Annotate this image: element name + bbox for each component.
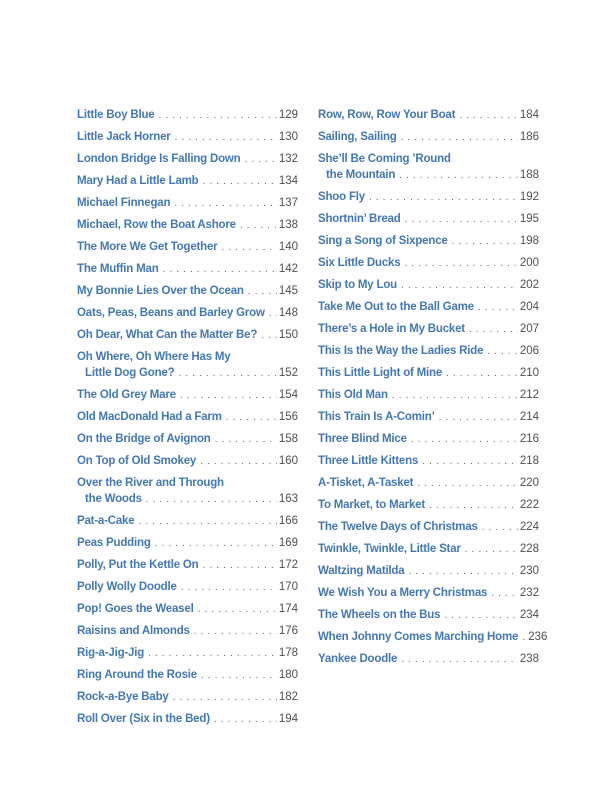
toc-entry-line <box>318 475 539 491</box>
dot-leader <box>452 233 518 249</box>
dot-leader <box>180 387 277 403</box>
page-number: 145 <box>278 285 298 297</box>
dot-leader <box>163 261 277 277</box>
toc-entry-line <box>77 151 298 167</box>
page-number: 180 <box>278 669 298 681</box>
toc-entry <box>318 585 539 601</box>
page-number: 207 <box>519 323 539 335</box>
toc-entry-line <box>77 623 298 639</box>
toc-entry <box>318 189 539 205</box>
toc-entry <box>77 475 298 507</box>
page-number: 228 <box>519 543 539 555</box>
toc-entry <box>77 283 298 299</box>
page-number: 178 <box>278 647 298 659</box>
page-number: 176 <box>278 625 298 637</box>
page-number: 138 <box>278 219 298 231</box>
toc-entry <box>318 107 539 123</box>
song-title: Waltzing Matilda <box>318 565 405 577</box>
toc-entry-line <box>77 645 298 661</box>
dot-leader <box>522 629 526 645</box>
song-title: Three Blind Mice <box>318 433 407 445</box>
dot-leader <box>159 107 277 123</box>
dot-leader <box>405 211 518 227</box>
dot-leader <box>408 563 517 579</box>
toc-entry-line <box>77 217 298 233</box>
song-title: Ring Around the Rosie <box>77 669 197 681</box>
dot-leader <box>174 195 277 211</box>
page-number: 182 <box>278 691 298 703</box>
dot-leader <box>203 557 277 573</box>
song-title: There’s a Hole in My Bucket <box>318 323 465 335</box>
page-number: 214 <box>519 411 539 423</box>
song-title: Sailing, Sailing <box>318 131 397 143</box>
toc-entry-line <box>77 431 298 447</box>
toc-entry-line <box>318 541 539 557</box>
toc-entry-line <box>77 689 298 705</box>
song-title: This Little Light of Mine <box>318 367 443 379</box>
dot-leader <box>269 305 277 321</box>
toc-entry-line <box>318 519 539 535</box>
toc-entry <box>318 453 539 469</box>
toc-entry-line <box>77 535 298 551</box>
page-number: 218 <box>519 455 539 467</box>
song-title: Little Jack Horner <box>77 131 171 143</box>
toc-entry-line <box>318 343 539 359</box>
page-number: 154 <box>278 389 298 401</box>
toc-entry <box>77 579 298 595</box>
page-number: 195 <box>519 213 539 225</box>
page-number: 148 <box>278 307 298 319</box>
page-number: 188 <box>519 169 539 181</box>
song-title: Polly, Put the Kettle On <box>77 559 199 571</box>
dot-leader <box>429 497 518 513</box>
song-title: Little Boy Blue <box>77 109 155 121</box>
page-number: 232 <box>519 587 539 599</box>
toc-entry <box>318 475 539 491</box>
toc-entry <box>318 299 539 315</box>
toc-entry <box>77 261 298 277</box>
toc-entry <box>318 211 539 227</box>
song-title: We Wish You a Merry Christmas <box>318 587 488 599</box>
dot-leader <box>261 327 277 343</box>
song-title: Oh Where, Oh Where Has My <box>77 351 231 363</box>
page-number: 160 <box>278 455 298 467</box>
toc-entry-line <box>77 475 298 491</box>
song-title: Little Dog Gone? <box>85 367 175 379</box>
toc-entry <box>318 651 539 667</box>
page-number: 204 <box>519 301 539 313</box>
toc-entry <box>318 409 539 425</box>
song-title: Take Me Out to the Ball Game <box>318 301 474 313</box>
dot-leader <box>155 535 277 551</box>
song-title: Peas Pudding <box>77 537 151 549</box>
toc-entry <box>77 557 298 573</box>
toc-column-right <box>318 107 548 733</box>
song-title: This Old Man <box>318 389 388 401</box>
song-title: Old MacDonald Had a Farm <box>77 411 222 423</box>
toc-entry-line <box>77 129 298 145</box>
toc-entry <box>77 129 298 145</box>
toc-entry <box>318 233 539 249</box>
page-number: 172 <box>278 559 298 571</box>
page-number: 220 <box>519 477 539 489</box>
page-number: 184 <box>519 109 539 121</box>
page-number: 192 <box>519 191 539 203</box>
page-number: 194 <box>278 713 298 725</box>
song-title: This Is the Way the Ladies Ride <box>318 345 484 357</box>
song-title: My Bonnie Lies Over the Ocean <box>77 285 244 297</box>
song-title: Three Little Kittens <box>318 455 419 467</box>
toc-entry <box>77 195 298 211</box>
song-title: Pop! Goes the Weasel <box>77 603 194 615</box>
dot-leader <box>482 519 518 535</box>
toc-entry <box>77 239 298 255</box>
page-number: 134 <box>278 175 298 187</box>
song-title: Oh Dear, What Can the Matter Be? <box>77 329 258 341</box>
song-title: Rock-a-Bye Baby <box>77 691 169 703</box>
toc-entry-line <box>77 557 298 573</box>
toc-entry <box>318 541 539 557</box>
toc-entry <box>77 409 298 425</box>
song-title: Yankee Doodle <box>318 653 398 665</box>
dot-leader <box>178 365 276 381</box>
song-title: The Old Grey Mare <box>77 389 176 401</box>
dot-leader <box>417 475 518 491</box>
song-title: Roll Over (Six in the Bed) <box>77 713 210 725</box>
toc-entry <box>318 563 539 579</box>
toc-entry <box>77 645 298 661</box>
toc-entry-line <box>77 305 298 321</box>
song-title: This Train Is A-Comin’ <box>318 411 435 423</box>
song-title: Shortnin’ Bread <box>318 213 401 225</box>
page-number: 140 <box>278 241 298 253</box>
page-number: 198 <box>519 235 539 247</box>
toc-entry-line <box>77 239 298 255</box>
toc-entry-line <box>318 211 539 227</box>
toc-entry-line <box>318 365 539 381</box>
song-title: Twinkle, Twinkle, Little Star <box>318 543 461 555</box>
toc-entry <box>318 607 539 623</box>
dot-leader <box>369 189 518 205</box>
page-number: 222 <box>519 499 539 511</box>
toc-entry <box>77 711 298 727</box>
dot-leader <box>214 711 277 727</box>
dot-leader <box>240 217 277 233</box>
toc-entry-line <box>318 585 539 601</box>
dot-leader <box>491 585 518 601</box>
toc-entry-line <box>318 321 539 337</box>
toc-entry <box>77 667 298 683</box>
song-title: Polly Wolly Doodle <box>77 581 177 593</box>
dot-leader <box>399 167 518 183</box>
toc-entry-line <box>318 151 539 167</box>
toc-entry-line <box>318 431 539 447</box>
toc-entry-line <box>77 601 298 617</box>
toc-entry-line <box>318 277 539 293</box>
page-number: 169 <box>278 537 298 549</box>
toc-entry <box>77 431 298 447</box>
toc-entry <box>318 629 548 645</box>
dot-leader <box>245 151 277 167</box>
toc-entry <box>318 387 539 403</box>
dot-leader <box>226 409 277 425</box>
toc-entry <box>318 365 539 381</box>
toc-entry-line <box>318 497 539 513</box>
toc-entry-line <box>77 491 298 507</box>
dot-leader <box>411 431 518 447</box>
toc-entry <box>318 343 539 359</box>
song-title: Over the River and Through <box>77 477 224 489</box>
page-number: 170 <box>278 581 298 593</box>
toc-entry-line <box>318 629 548 645</box>
toc-entry <box>318 277 539 293</box>
toc-entry-line <box>77 365 298 381</box>
dot-leader <box>194 623 277 639</box>
dot-leader <box>404 255 517 271</box>
toc-entry-line <box>318 409 539 425</box>
dot-leader <box>444 607 518 623</box>
song-title: the Mountain <box>326 169 396 181</box>
song-title: Sing a Song of Sixpence <box>318 235 448 247</box>
song-title: On Top of Old Smokey <box>77 455 197 467</box>
toc-entry-line <box>77 283 298 299</box>
dot-leader <box>198 601 277 617</box>
song-title: Skip to My Lou <box>318 279 397 291</box>
page-number: 137 <box>278 197 298 209</box>
toc-entry-line <box>318 453 539 469</box>
page-number: 132 <box>278 153 298 165</box>
dot-leader <box>422 453 518 469</box>
toc-entry-line <box>318 233 539 249</box>
song-title: The Twelve Days of Christmas <box>318 521 478 533</box>
toc-entry <box>77 151 298 167</box>
toc-entry-line <box>77 387 298 403</box>
toc-entry-line <box>77 327 298 343</box>
toc-entry <box>77 173 298 189</box>
toc-entry <box>77 689 298 705</box>
song-title: Row, Row, Row Your Boat <box>318 109 456 121</box>
song-title: She’ll Be Coming ’Round <box>318 153 451 165</box>
dot-leader <box>203 173 277 189</box>
dot-leader <box>173 689 277 705</box>
dot-leader <box>465 541 518 557</box>
toc-entry-line <box>318 607 539 623</box>
toc-entry <box>318 321 539 337</box>
toc-entry-line <box>77 513 298 529</box>
toc-entry-line <box>318 129 539 145</box>
song-title: The Wheels on the Bus <box>318 609 441 621</box>
toc-entry-line <box>318 255 539 271</box>
dot-leader <box>200 453 277 469</box>
page-number: 130 <box>278 131 298 143</box>
dot-leader <box>181 579 277 595</box>
page-number: 216 <box>519 433 539 445</box>
toc-entry <box>77 623 298 639</box>
dot-leader <box>148 645 277 661</box>
toc-entry-line <box>77 195 298 211</box>
page-number: 230 <box>519 565 539 577</box>
page-number: 234 <box>519 609 539 621</box>
toc-entry-line <box>77 453 298 469</box>
dot-leader <box>221 239 276 255</box>
toc-entry <box>318 519 539 535</box>
toc-entry-line <box>77 107 298 123</box>
dot-leader <box>392 387 518 403</box>
page-number: 202 <box>519 279 539 291</box>
toc-entry <box>77 349 298 381</box>
page-number: 186 <box>519 131 539 143</box>
song-title: The More We Get Together <box>77 241 218 253</box>
page-number: 212 <box>519 389 539 401</box>
page-number: 236 <box>528 631 548 643</box>
toc-entry <box>77 327 298 343</box>
page-number: 156 <box>278 411 298 423</box>
dot-leader <box>487 343 518 359</box>
toc-entry-line <box>318 651 539 667</box>
toc-entry-line <box>77 349 298 365</box>
song-title: Pat-a-Cake <box>77 515 135 527</box>
song-title: Rig-a-Jig-Jig <box>77 647 145 659</box>
toc-entry <box>77 305 298 321</box>
page-number: 163 <box>278 493 298 505</box>
toc-entry-line <box>77 579 298 595</box>
toc-entry <box>77 107 298 123</box>
song-title: Mary Had a Little Lamb <box>77 175 199 187</box>
toc-entry <box>318 431 539 447</box>
dot-leader <box>401 129 518 145</box>
toc-entry-line <box>77 173 298 189</box>
toc-entry-line <box>77 667 298 683</box>
song-title: Michael, Row the Boat Ashore <box>77 219 236 231</box>
song-title: A-Tisket, A-Tasket <box>318 477 414 489</box>
toc-columns <box>77 107 548 733</box>
dot-leader <box>469 321 518 337</box>
toc-entry <box>318 151 539 183</box>
dot-leader <box>478 299 518 315</box>
song-title: On the Bridge of Avignon <box>77 433 211 445</box>
toc-entry <box>77 601 298 617</box>
song-title: To Market, to Market <box>318 499 425 511</box>
toc-entry-line <box>77 711 298 727</box>
song-title: Michael Finnegan <box>77 197 171 209</box>
toc-entry-line <box>318 167 539 183</box>
toc-entry <box>318 497 539 513</box>
page-number: 200 <box>519 257 539 269</box>
page-number: 238 <box>519 653 539 665</box>
page-number: 129 <box>278 109 298 121</box>
toc-entry <box>77 453 298 469</box>
toc-entry-line <box>318 189 539 205</box>
toc-entry <box>77 513 298 529</box>
page-number: 152 <box>278 367 298 379</box>
dot-leader <box>439 409 518 425</box>
page-number: 142 <box>278 263 298 275</box>
song-title: Oats, Peas, Beans and Barley Grow <box>77 307 265 319</box>
song-title: Raisins and Almonds <box>77 625 190 637</box>
dot-leader <box>459 107 518 123</box>
page-number: 224 <box>519 521 539 533</box>
toc-entry-line <box>318 107 539 123</box>
song-title: the Woods <box>85 493 142 505</box>
song-title: Shoo Fly <box>318 191 365 203</box>
dot-leader <box>401 277 518 293</box>
toc-entry <box>77 387 298 403</box>
toc-column-left <box>77 107 298 733</box>
page-number: 206 <box>519 345 539 357</box>
dot-leader <box>201 667 277 683</box>
toc-entry <box>318 255 539 271</box>
song-title: The Muffin Man <box>77 263 159 275</box>
dot-leader <box>401 651 518 667</box>
page-number: 174 <box>278 603 298 615</box>
dot-leader <box>146 491 277 507</box>
page-number: 210 <box>519 367 539 379</box>
dot-leader <box>215 431 277 447</box>
toc-entry <box>77 535 298 551</box>
toc-entry-line <box>318 387 539 403</box>
toc-entry <box>318 129 539 145</box>
page-number: 150 <box>278 329 298 341</box>
dot-leader <box>138 513 276 529</box>
song-title: London Bridge Is Falling Down <box>77 153 241 165</box>
toc-entry-line <box>77 409 298 425</box>
dot-leader <box>248 283 277 299</box>
page-number: 158 <box>278 433 298 445</box>
page-number: 166 <box>278 515 298 527</box>
toc-entry-line <box>318 563 539 579</box>
dot-leader <box>175 129 277 145</box>
toc-entry <box>77 217 298 233</box>
toc-entry-line <box>318 299 539 315</box>
song-title: When Johnny Comes Marching Home <box>318 631 519 643</box>
song-title: Six Little Ducks <box>318 257 401 269</box>
toc-entry-line <box>77 261 298 277</box>
dot-leader <box>446 365 518 381</box>
